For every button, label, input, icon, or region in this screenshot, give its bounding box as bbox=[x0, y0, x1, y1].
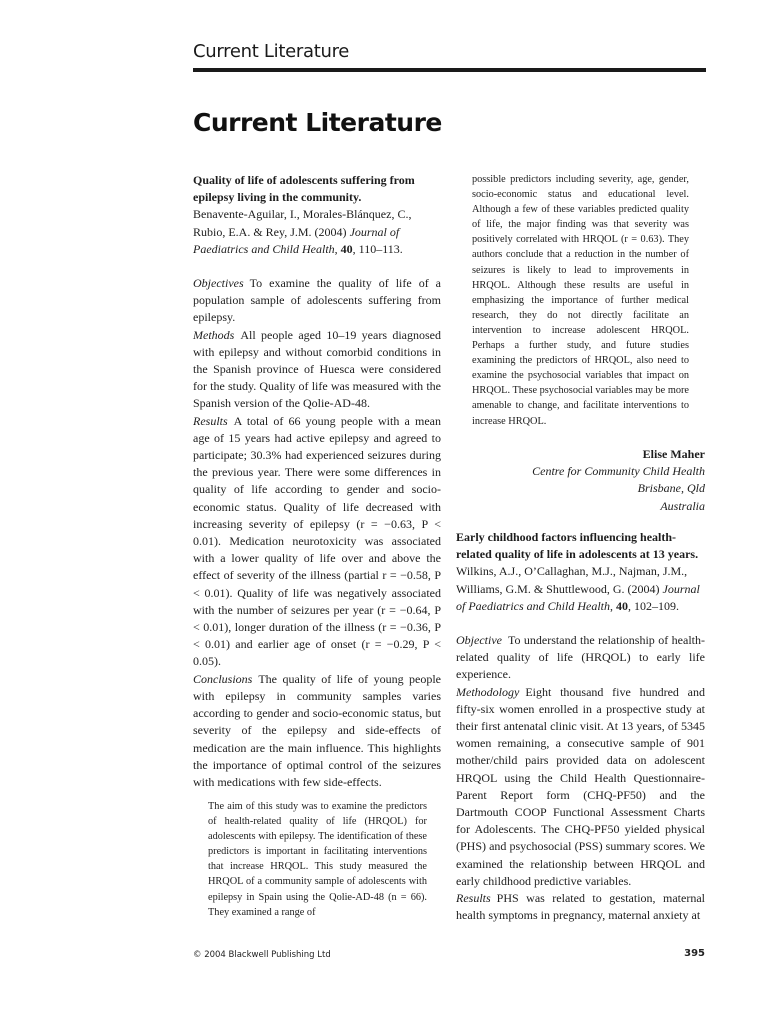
section-label: Results bbox=[456, 891, 491, 906]
citation-separator: , bbox=[610, 598, 616, 613]
section-label: Methods bbox=[193, 327, 235, 342]
section-text: To examine the quality of life of a population sample of adolescents suffering from epilepsy. bbox=[193, 276, 441, 325]
reviewer-name: Elise Maher bbox=[642, 447, 705, 461]
article1-citation bbox=[193, 206, 441, 258]
footer-page-number: 395 bbox=[684, 948, 705, 959]
citation-separator: , bbox=[334, 241, 341, 256]
section-text: The quality of life of young people with epilepsy in community samples varies according to gender and socio-economic status, but severity of the epilepsy and side-effects of medication are the main influence. This highlights the importance of optimal control of the seizures with medications with few side-effects. bbox=[193, 671, 441, 789]
reviewer-affiliation-line3: Australia bbox=[660, 498, 705, 513]
reviewer-affiliation-line2: Brisbane, Qld bbox=[637, 481, 705, 496]
article1-results bbox=[193, 413, 441, 671]
article2-results bbox=[456, 890, 705, 924]
citation-volume: 40 bbox=[340, 241, 353, 256]
citation-authors: Benavente-Aguilar, I., Morales-Blánquez, C., Rubio, E.A. & Rey, J.M. (2004) bbox=[193, 207, 412, 239]
article1-commentary-part2 bbox=[472, 172, 689, 429]
section-text: PHS was related to gestation, maternal health symptoms in pregnancy, maternal anxiety at bbox=[456, 891, 705, 923]
commentary-text: possible predictors including severity, age, gender, socio-economic status and educational level. Although a few of these variables predicted quality of life, the major finding was that severity was positively correlated with HRQOL (r = 0.63). They authors conclude that a reduction in the number of seizures is likely to lead to improvements in HRQOL. Although these results are useful in emphasizing the importance of further medical research, they do not directly facilitate an intervention to increase adolescent HRQOL. Perhaps a further study, and future studies examining the predictors of HRQOL, also need to examine the psychosocial variables that impact on HRQOL. These psychosocial variables may be more amenable to change, and facilitate interventions to increase HRQOL. bbox=[472, 174, 689, 427]
section-text: All people aged 10–19 years diagnosed with epilepsy and without comorbid conditions in the Spanish province of Huesca were considered for the study. Quality of life was measured with the Spanish version of the Qolie-AD-48. bbox=[193, 327, 441, 411]
section-label: Objective bbox=[456, 633, 502, 648]
page-title: Current Literature bbox=[193, 108, 442, 137]
article2-objective bbox=[456, 632, 705, 684]
citation-volume: 40 bbox=[616, 598, 628, 613]
section-text: Eight thousand five hundred and fifty-six women enrolled in a prospective study at their first antenatal clinic visit. At 13 years, of 5345 women remaining, a consecutive sample of 901 mother/child pairs provided data on adolescent HRQOL using the Child Health Questionnaire-Parent Report form (CHQ-PF50) and the Dartmouth COOP Functional Assessment Charts for Adolescents. The CHQ-PF50 yielded physical (PHS) and psychosocial (PSS) summary scores. We examined the relationship between HRQOL and early childhood predictive variables. bbox=[456, 684, 705, 888]
article1-conclusions bbox=[193, 671, 441, 791]
section-label: Methodology bbox=[456, 684, 520, 699]
section-label: Conclusions bbox=[193, 671, 253, 686]
article2-citation bbox=[456, 563, 705, 615]
section-label: Objectives bbox=[193, 276, 244, 291]
article1-commentary-part1 bbox=[208, 799, 427, 920]
citation-journal: Journal of Paediatrics and Child Health bbox=[456, 581, 700, 613]
article2-abstract bbox=[456, 529, 705, 924]
article2-methodology bbox=[456, 684, 705, 890]
article1-title: Quality of life of adolescents suffering from epilepsy living in the community. bbox=[193, 173, 415, 205]
running-header-title: Current Literature bbox=[193, 41, 350, 62]
header-rule bbox=[193, 68, 706, 72]
section-text: To understand the relationship of health-related quality of life (HRQOL) to early life experience. bbox=[456, 633, 705, 682]
commentary-text: The aim of this study was to examine the predictors of health-related quality of life (HRQOL) for adolescents with epilepsy. The identification of these predictors is important in facilitating interventions that increase HRQOL. This study measured the HRQOL of a community sample of adolescents with epilepsy in Spain using the Qolie-AD-48 (n = 66). They examined a range of bbox=[208, 801, 427, 918]
section-label: Results bbox=[193, 413, 228, 428]
article1-methods bbox=[193, 327, 441, 413]
citation-journal: Journal of Paediatrics and Child Health bbox=[193, 224, 400, 256]
section-text: A total of 66 young people with a mean age of 15 years had active epilepsy and agreed to participate; 30.3% had experienced seizures during the previous year. There were some differences in quality of life according to gender and socio-economic status. Quality of life decreased with increasing severity of epilepsy (r = −0.63, P < 0.01). Medication neurotoxicity was associated with a lower quality of life over and above the effect of severity of the illness (partial r = −0.58, P < 0.01). Quality of life was negatively associated with the number of seizures per year (r = −0.64, P < 0.01), longer duration of the illness (r = −0.36, P < 0.01) and earlier age of onset (r = −0.29, P < 0.05). bbox=[193, 413, 441, 669]
article2-title: Early childhood factors influencing health-related quality of life in adolescents at 13 years. bbox=[456, 530, 699, 562]
reviewer-affiliation-line1: Centre for Community Child Health bbox=[532, 464, 705, 479]
reviewer-signature bbox=[456, 446, 705, 515]
citation-pages: , 102–109. bbox=[628, 598, 679, 613]
article1-abstract bbox=[193, 172, 441, 791]
footer-copyright: © 2004 Blackwell Publishing Ltd bbox=[193, 950, 331, 960]
article1-objectives bbox=[193, 275, 441, 327]
citation-pages: , 110–113. bbox=[352, 241, 403, 256]
citation-authors: Wilkins, A.J., O’Callaghan, M.J., Najman, J.M., Williams, G.M. & Shuttlewood, G. (2004) bbox=[456, 564, 688, 596]
